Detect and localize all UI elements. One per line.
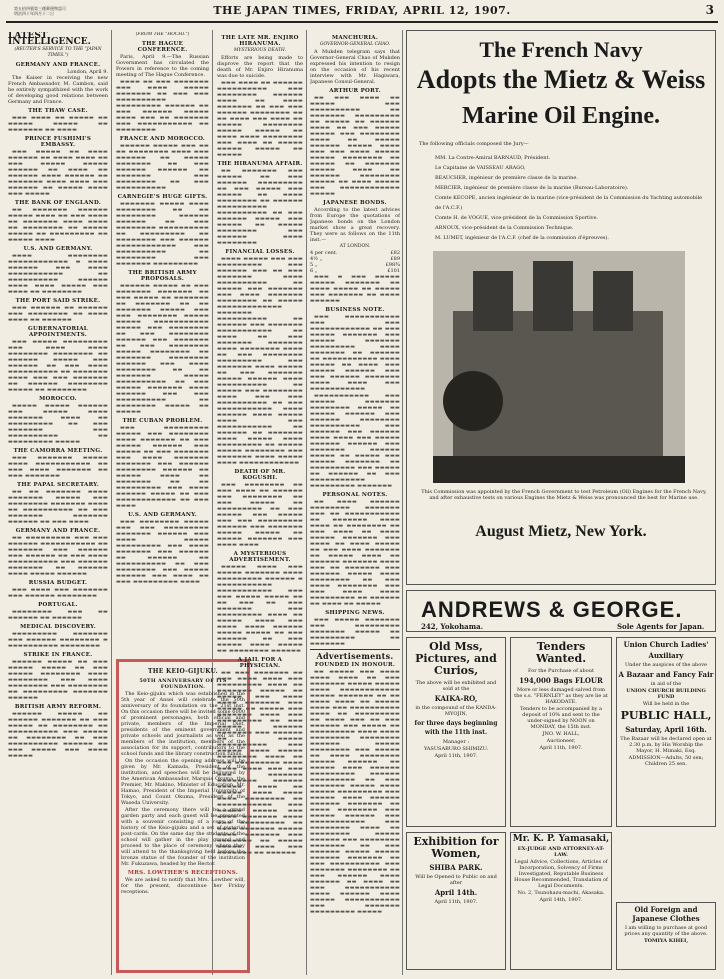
ad-signer: JNO. W. HALL, xyxy=(542,731,580,737)
ad-title: Old Foreign and Japanese Clothes xyxy=(632,905,700,923)
text-block: ▬▬▬ ▬▬▬▬ ▬▬ ▬▬▬▬▬▬ ▬▬▬▬▬▬▬▬▬▬ ▬▬▬ ▬▬▬▬▬▬▬▬ ▬▬▬▬▬▬ ▬▬▬▬ ▬▬ ▬▬▬▬ ▬▬▬▬▬▬▬ ▬▬ ▬▬▬ ▬▬▬ ▬▬▬▬▬▬ ▬▬▬▬▬▬▬▬ ▬▬ ▬▬ ▬▬▬▬ ▬▬▬ ▬▬▬▬ ▬▬ ▬▬▬▬▬ ▬▬▬▬▬▬▬▬ ▬▬▬▬▬ ▬▬▬▬▬ ▬▬ ▬▬▬▬ ▬▬▬▬ ▬▬▬▬▬▬▬▬ ▬▬▬ ▬▬▬▬ ▬▬ ▬▬▬▬▬ ▬▬▬▬▬ ▬▬▬▬▬ ▬▬ ▬▬▬▬▬ xyxy=(217,80,303,158)
ad-text: ADMISSION—Adults, 50 sen; Children 25 sen. xyxy=(628,755,704,767)
ad-address: No. 2, Tsunohazu-machi, Akasaka. xyxy=(517,890,605,896)
ad-text: in aid of the xyxy=(650,681,682,687)
article-heading: STRIKE IN FRANCE. xyxy=(23,652,93,658)
text-block: ▬▬▬ ▬▬▬▬▬▬▬▬ ▬▬▬▬▬ ▬▬▬ ▬▬▬ ▬▬▬▬▬▬▬▬▬ ▬▬▬▬▬▬▬ ▬▬▬▬▬▬ ▬▬▬ ▬▬▬▬ ▬▬▬▬▬ ▬▬▬▬▬▬▬▬▬ ▬▬▬ ▬▬▬▬ ▬▬▬▬▬▬▬ ▬▬▬ ▬▬▬▬▬▬ ▬▬ ▬▬▬▬▬▬ ▬▬ ▬▬▬▬▬▬▬▬▬▬ ▬▬ ▬▬▬ ▬▬▬▬▬▬▬▬ ▬▬▬ ▬▬▬▬▬ ▬▬▬▬▬▬ ▬▬▬ ▬▬▬▬ ▬▬ ▬▬▬ ▬▬▬▬▬▬▬▬▬ ▬▬▬▬ xyxy=(116,519,209,585)
article-heading: THE LATE MR. ENJIRO HIRANUMA. xyxy=(221,35,299,47)
text-block: ▬▬▬ ▬▬▬▬▬▬▬▬ ▬▬ ▬▬▬ ▬▬▬▬ ▬▬ ▬▬▬▬▬▬ ▬▬▬ ▬▬▬▬▬▬▬▬ ▬▬ ▬▬▬ ▬▬▬▬▬ ▬▬ ▬▬▬▬▬▬▬▬▬ ▬▬ ▬▬▬ ▬▬▬▬▬ ▬▬▬ ▬▬▬▬▬ ▬▬▬ ▬▬▬ ▬▬▬▬▬▬▬▬▬ ▬▬▬▬▬▬ ▬▬▬ ▬▬▬▬▬▬▬ ▬▬▬▬▬ ▬▬▬▬▬ ▬▬ ▬▬▬▬▬ ▬▬▬▬▬▬▬ ▬▬▬ ▬▬▬▬ ▬▬▬▬ xyxy=(217,482,303,548)
ad-text: I am willing to purchase at good prices any quantity of the above. xyxy=(624,925,708,937)
text-block: ▬▬ ▬▬▬▬▬▬▬ ▬▬▬▬▬▬ ▬▬▬▬▬ ▬▬▬▬ ▬▬ ▬▬▬ ▬▬▬▬ ▬▬ ▬▬▬▬▬▬▬ ▬▬▬▬ ▬▬▬▬ ▬▬ ▬▬▬▬▬▬▬▬ ▬▬ ▬▬▬▬▬ ▬▬▬▬▬ ▬▬ ▬▬▬▬▬▬▬▬▬ ▬▬ ▬▬▬▬▬ ▬▬▬▬ xyxy=(8,207,108,243)
text-block: ▬▬▬▬▬▬ ▬▬▬▬▬ ▬▬ ▬▬▬▬▬▬ ▬▬▬▬▬▬▬ ▬▬ ▬▬▬ ▬▬▬▬▬ ▬▬ ▬▬▬▬▬▬▬▬ ▬▬ ▬▬▬▬▬▬▬▬▬▬ ▬▬▬ ▬▬▬▬▬ ▬▬ ▬▬▬▬▬▬▬▬ ▬▬ ▬▬▬ ▬▬▬▬▬▬▬▬▬▬ ▬▬▬▬▬▬ ▬▬ ▬▬▬ ▬▬▬▬▬ ▬▬▬ ▬▬▬▬ ▬▬▬▬▬ xyxy=(8,711,108,759)
jury-member: MERCIER, ingénieur de première classe de la marine (Bureau-Laboratoire). xyxy=(435,185,629,191)
bond-label: 5 „ xyxy=(310,262,318,268)
credit-line: (FROM THE "HOCHI.") xyxy=(135,32,190,37)
text-block: ▬▬▬▬ ▬▬▬▬▬▬▬▬ ▬▬▬▬▬▬▬▬▬▬▬▬ ▬ ▬▬▬▬ ▬▬▬▬▬▬ ▬▬▬ ▬▬▬▬ ▬▬▬▬▬▬▬▬▬▬▬ ▬▬ ▬▬▬▬▬▬▬▬▬▬ ▬▬▬▬▬▬ ▬▬▬▬ ▬▬▬▬ ▬▬▬▬▬ ▬▬▬ ▬▬▬▬ ▬▬ ▬▬▬▬▬▬▬▬ xyxy=(8,253,108,295)
engine-flywheel xyxy=(443,371,503,431)
bond-value: £101 xyxy=(387,268,400,274)
column-foreign-news xyxy=(116,32,209,657)
ad-text: Tenders to be accompanied by a deposit of 10% and sent to the under-signed by NOON on MONDAY, the 15th inst. xyxy=(520,706,602,730)
ad-title-line-2: Adopts the Mietz & Weiss xyxy=(416,65,706,94)
article-heading: BUSINESS NOTE. xyxy=(325,307,385,313)
article-subheading: 50TH ANNIVERSARY OF ITS FOUNDATION. xyxy=(139,678,227,690)
text-block: ▬▬ ▬▬▬▬▬ ▬▬▬ ▬▬▬▬ ▬▬▬▬ ▬▬▬▬ ▬▬ ▬▬▬ ▬▬▬▬▬▬▬ ▬▬▬▬▬ ▬▬▬▬▬ ▬▬▬▬ ▬▬▬▬▬▬▬▬▬▬▬▬ ▬▬▬▬▬ ▬▬▬▬▬▬▬ ▬▬ ▬▬ ▬▬▬▬ ▬▬▬▬ ▬▬ ▬▬▬▬▬ ▬▬▬▬ ▬▬▬ ▬▬▬▬▬▬▬▬▬▬ ▬▬▬▬ ▬▬ ▬▬▬▬▬▬▬▬▬ ▬▬ ▬▬▬▬ ▬▬▬ ▬▬ ▬▬▬ ▬▬▬▬▬▬ ▬▬▬ ▬▬▬▬▬ ▬▬ ▬▬▬▬▬▬▬▬▬ ▬▬▬▬ ▬▬▬▬ ▬▬▬▬▬▬▬▬ ▬▬▬▬▬▬▬▬ ▬▬▬▬▬▬ ▬▬▬▬▬ ▬▬▬▬▬▬▬▬ ▬▬▬ ▬▬▬▬▬ ▬▬ ▬▬▬▬ ▬▬▬▬▬▬▬▬ ▬▬▬▬▬ ▬▬▬▬▬▬ ▬▬ ▬▬▬▬▬ ▬▬▬▬ ▬▬▬▬▬▬ ▬▬▬▬▬▬▬▬▬ ▬▬▬▬▬▬ ▬▬▬▬▬▬▬▬▬ ▬▬ ▬▬▬ ▬▬▬▬▬▬▬ ▬▬▬▬▬ ▬▬▬▬ ▬▬▬▬▬ ▬▬▬▬▬▬▬▬▬ ▬▬▬ ▬▬▬▬▬ ▬▬▬▬ ▬▬▬▬▬▬ ▬▬▬▬▬▬ ▬▬▬▬▬▬▬ ▬▬ ▬▬▬▬ ▬▬▬▬▬▬▬▬ ▬▬▬ ▬▬▬▬▬ ▬▬▬▬▬▬ ▬▬▬ ▬▬▬▬▬▬▬▬▬▬▬ ▬▬▬ ▬▬▬▬▬▬▬▬ ▬▬▬▬ ▬▬ ▬▬▬▬▬▬▬▬ ▬▬▬▬▬ ▬▬▬▬▬▬ ▬▬▬ ▬▬▬▬▬▬▬▬ ▬▬▬▬▬▬▬ ▬▬ ▬▬▬ ▬▬▬▬▬▬ ▬▬▬▬▬ ▬▬▬▬▬ ▬▬▬▬▬▬ ▬▬▬▬▬▬▬ ▬▬ ▬▬▬ ▬▬▬▬▬▬▬▬▬▬ ▬▬▬ ▬▬▬▬▬▬▬ ▬▬▬▬▬▬▬▬ ▬▬ ▬▬▬ ▬▬▬▬▬▬ ▬▬▬▬ ▬▬▬▬▬▬ ▬▬ ▬▬▬▬ ▬▬ ▬▬▬ ▬▬▬▬▬▬▬▬▬▬▬ ▬▬▬▬ ▬▬▬▬▬▬ ▬▬▬▬ ▬▬▬▬▬ ▬▬▬▬▬▬▬▬▬▬▬ ▬▬▬ ▬▬▬▬▬▬▬ ▬▬▬▬▬▬▬▬▬ ▬▬▬▬▬ xyxy=(310,669,400,915)
text-block: ▬▬▬▬▬▬▬ ▬▬▬▬▬ ▬▬▬▬ ▬▬▬▬▬▬▬▬ ▬▬ ▬▬ ▬▬▬▬▬▬▬▬ ▬▬▬▬▬▬ ▬▬▬▬▬▬ ▬▬ ▬▬▬ ▬▬▬▬▬▬▬▬ ▬▬▬▬▬▬▬▬▬▬ ▬▬ ▬▬▬▬▬▬▬▬▬ ▬▬ ▬▬▬▬▬▬▬▬ ▬▬▬ ▬▬▬▬▬▬ ▬▬▬▬▬▬▬▬▬▬▬▬ ▬▬▬ ▬▬▬▬▬▬▬▬▬▬ ▬▬ ▬▬▬▬▬▬▬▬ ▬▬▬ ▬▬▬▬▬▬▬ ▬▬▬▬▬▬▬▬▬ xyxy=(116,201,209,267)
ad-text: Under the auspices of the above xyxy=(624,662,708,668)
article-text: Efforts are being made to disprove the report that the death of Mr. Enjiro Hiranuma was due to suicide. xyxy=(217,55,303,79)
article-heading: THE BRITISH ARMY PROPOSALS. xyxy=(128,270,197,282)
ad-title: Tenders Wanted. xyxy=(535,640,587,665)
ad-text: The Bazaar will be declared open at 2.30 p.m. by His Worship the Mayor, H. Mimaki, Esq. xyxy=(620,736,712,754)
text-block: ▬▬▬▬ ▬▬ ▬▬▬ ▬▬▬▬▬▬▬ ▬▬▬ ▬▬▬▬ ▬▬▬▬▬ ▬▬▬▬▬▬▬ ▬▬ ▬▬▬ ▬▬▬ ▬▬▬▬▬▬▬▬▬▬ ▬▬▬▬▬▬▬▬▬ ▬▬▬▬▬▬ ▬▬ ▬▬▬ ▬▬▬▬▬▬ ▬▬▬▬▬ ▬▬▬▬ ▬▬▬ ▬▬ ▬▬▬▬▬▬▬ ▬▬▬ ▬▬▬▬▬▬▬▬▬▬▬ ▬▬ ▬▬▬▬▬▬▬▬ xyxy=(116,79,209,133)
bond-table xyxy=(310,250,400,274)
engine-illustration xyxy=(433,251,685,483)
text-block: ▬▬ ▬▬ ▬▬▬▬▬▬▬ ▬▬▬▬ ▬▬▬▬▬▬▬ ▬▬▬▬▬ ▬▬▬ ▬▬▬▬▬▬▬▬ ▬▬▬▬▬▬▬ ▬▬▬▬ ▬▬ ▬▬▬▬▬▬▬▬▬▬ ▬▬ ▬▬▬ ▬▬▬▬▬▬▬ ▬▬▬▬▬▬▬ ▬▬▬▬▬▬ ▬▬ ▬▬▬ ▬▬▬▬ xyxy=(8,489,108,525)
ad-intro: The following officials composed the Jury— xyxy=(419,141,529,147)
article-heading: JAPANESE BONDS. xyxy=(323,200,387,206)
text-block: ▬▬▬▬ ▬▬▬▬▬ ▬▬▬ ▬▬▬ ▬▬▬▬▬▬▬▬▬ ▬▬▬ ▬▬▬▬▬▬ ▬▬▬ ▬▬ ▬▬▬ ▬▬▬▬▬▬▬ ▬▬▬▬ ▬▬▬▬▬▬▬▬▬▬ ▬▬ ▬▬▬▬▬ ▬▬▬ ▬▬▬▬▬▬▬ ▬▬▬ ▬▬▬▬ ▬▬▬▬▬▬▬ ▬▬▬▬▬▬▬▬ ▬▬ ▬▬▬▬▬ ▬▬▬▬▬▬▬▬▬▬▬▬▬ ▬▬▬▬▬▬▬ ▬▬▬▬▬▬▬▬▬▬ ▬▬ ▬▬▬▬▬▬ ▬▬▬ ▬▬▬▬▬▬▬ ▬▬▬▬▬▬▬▬▬▬▬ ▬▬ ▬▬▬▬ ▬▬ ▬▬▬ ▬▬▬▬▬▬▬ ▬▬▬▬▬▬▬ ▬▬▬▬ ▬▬▬▬▬▬▬▬ ▬▬▬▬ ▬▬ ▬▬▬ ▬▬▬▬▬▬▬▬ ▬▬▬▬▬▬▬▬▬ ▬▬▬ ▬▬▬▬▬▬▬ ▬▬▬▬ ▬▬▬▬▬ ▬▬ ▬▬▬ ▬▬▬▬▬▬▬ ▬▬▬▬▬ ▬▬▬▬▬▬ ▬▬▬▬ ▬▬▬▬▬▬▬▬▬▬ ▬▬ ▬▬▬▬▬ ▬▬▬ ▬▬▬▬▬▬▬▬ ▬▬▬▬ ▬▬▬ ▬▬▬ ▬▬▬▬▬▬▬▬▬▬ ▬▬ ▬▬▬ ▬▬▬▬▬▬▬▬▬▬▬ ▬▬▬▬ ▬▬▬▬▬▬ ▬▬▬▬ ▬▬▬▬▬ ▬▬▬▬ ▬▬▬ ▬▬▬▬▬▬▬▬▬▬▬ ▬▬ ▬▬▬▬▬▬ ▬▬ ▬▬▬▬▬▬▬ ▬▬▬▬ ▬▬▬▬▬ ▬▬▬▬ ▬▬▬▬▬▬▬▬▬ ▬▬ ▬▬▬▬▬ ▬▬▬▬▬ ▬▬▬▬▬▬▬▬ ▬▬▬ ▬▬▬▬▬▬▬ ▬▬▬▬ ▬▬▬▬▬ ▬▬▬▬ ▬▬▬▬▬▬▬▬▬▬▬▬ xyxy=(217,256,303,466)
engine-cylinder xyxy=(533,261,573,331)
ad-subtitle: EX-JUDGE AND ATTORNEY-AT-LAW. xyxy=(517,846,605,858)
article-heading: PORTUGAL. xyxy=(38,602,78,608)
ad-place: SHIBA PARK. xyxy=(429,863,483,872)
mietz-weiss-advertisement xyxy=(406,30,716,585)
text-block: ▬▬▬▬▬ ▬▬▬▬ ▬▬▬ ▬▬▬▬▬ ▬▬▬▬▬▬▬ ▬▬▬▬ ▬▬▬▬▬▬▬▬▬ ▬▬▬▬▬▬ ▬ ▬▬▬▬▬▬▬▬▬▬▬ ▬▬▬▬▬▬▬▬▬▬▬ ▬▬▬ ▬▬▬ ▬▬▬▬▬ ▬▬▬▬▬ ▬▬ ▬▬ ▬▬▬ ▬▬ ▬▬▬ ▬▬▬▬▬▬▬ ▬▬▬ ▬▬▬▬▬▬▬▬▬ ▬▬▬▬ ▬▬ ▬▬▬▬▬ ▬▬▬▬ ▬▬▬ ▬▬▬▬ ▬▬▬▬ ▬▬▬▬▬▬ ▬▬▬▬▬ ▬▬▬▬▬ ▬▬ ▬▬▬ ▬▬▬▬▬▬ ▬▬ ▬▬▬ ▬▬▬▬▬ ▬▬▬▬ ▬▬▬▬▬ ▬▬ ▬▬▬▬▬▬▬▬ ▬▬▬▬▬▬ xyxy=(217,564,303,654)
bond-value: £82 xyxy=(390,250,400,256)
article-heading: GERMANY AND FRANCE. xyxy=(15,528,101,534)
article-heading: A MYSTERIOUS ADVERTISEMENT. xyxy=(229,551,291,563)
ad-title: Exhibition for Women, xyxy=(413,835,499,860)
article-subheading: GOVERNOR-GENERAL CHAO. xyxy=(319,42,391,47)
article-heading: BRITISH ARMY REFORM. xyxy=(14,704,102,710)
article-heading: THE PAPAL SECRETARY. xyxy=(16,482,100,488)
article-heading: MOROCCO. xyxy=(39,396,77,402)
text-block: ▬▬▬▬▬ ▬▬▬▬▬ ▬▬▬▬▬▬ ▬▬▬ ▬▬▬▬▬ ▬▬▬▬ ▬▬▬▬▬▬▬ ▬▬▬▬ ▬▬ ▬▬▬▬▬▬▬▬▬ ▬▬ ▬▬▬ ▬▬▬▬▬▬▬ ▬▬▬ ▬▬▬▬▬▬▬▬▬▬ ▬▬ ▬▬▬▬▬▬▬▬▬ ▬▬▬▬▬ xyxy=(8,403,108,445)
tenders-advertisement xyxy=(510,637,612,827)
article-heading: U.S. AND GERMANY. xyxy=(23,246,93,252)
column-manchuria-business xyxy=(310,32,400,977)
jury-member: BEAUCHER, ingénieur de première classe de la marine. xyxy=(435,175,578,181)
article-text: On the occasion the opening address will be given by Mr. Kamada, President of the institution, and speeches will be delivered by the American Ambassador, Marquis Okuma, the Premier, Mr. Makino, Minister of Education, Mr. Hamao, President of the Imperial University of Tokyo, and Count Okuma, President of the Waseda University. xyxy=(121,758,245,806)
article-heading: FRANCE AND MOROCCO. xyxy=(119,136,206,142)
article-text: After the ceremony there will be a grand garden party and each guest will be presented with a souvenir consisting of a copy of the history of the Keio-gijuku and a set of pictorial post-cards. On the same day the students of the school will gather in the play ground and proceed to the place of ceremony where they will attend to the thanksgiving held before the bronze statue of the founder of the institution Mr. Fukuzawa, headed by the Rector. xyxy=(121,807,245,867)
ad-amount: 194,000 Bags FLOUR xyxy=(519,676,603,685)
article-text: A Mukden telegram says that Governor-General Chao of Mukden expressed his intention to resign on the occasion of his recent interview with Mr. Hagiwara, Japanese Consul-General. xyxy=(310,49,400,85)
text-block: ▬▬▬▬▬▬▬▬▬ ▬▬▬▬▬▬▬ ▬▬▬ ▬▬▬▬▬▬ ▬▬▬▬▬▬▬▬ ▬ ▬▬▬▬▬▬▬▬▬▬ ▬▬▬▬▬▬▬▬ xyxy=(8,631,108,649)
ad-text: For the Purchase of about xyxy=(528,668,594,674)
article-text: Paris, April 9.—The Russian Government has circulated the Powers in reference to the coming meeting of The Hague Conference. xyxy=(116,54,209,78)
clothes-advertisement xyxy=(616,902,716,970)
ad-title-line-3: Marine Oil Engine. xyxy=(462,103,660,129)
ad-text: Will be Opened to Public on and after xyxy=(415,874,497,886)
article-heading: THE KEIO-GIJUKU. xyxy=(148,668,218,675)
dateline: London, April 9. xyxy=(67,69,108,75)
column-divider xyxy=(111,30,112,975)
article-text: The Keio-gijuku which was established in the 5th year of Ansei will celebrate the 50th anniversary of its foundation on the 21st inst. On this occasion there will be invited some 6000 of prominent personages, both official and private, members of the Imperial Diet, presidents of the eminent government and private schools and journalists as well as the members of the institution, members of the association for its support, contributors to the school funds and the library construction funds. xyxy=(121,691,245,757)
ad-manager-label: Manager : xyxy=(442,739,470,745)
article-heading: THE THAW CASE. xyxy=(28,108,88,114)
article-text: We are asked to notify that Mrs. Lowther will, for the present, discontinue her Friday receptions. xyxy=(121,877,245,895)
advertisements-heading: Advertisements. xyxy=(316,651,394,661)
agent-address: 242, Yokohama. xyxy=(421,622,484,631)
exhibition-advertisement xyxy=(406,832,506,970)
ad-title: Union Church Ladies' xyxy=(623,640,709,649)
article-heading: GUBERNATORIAL APPOINTMENTS. xyxy=(28,326,88,338)
text-block: ▬▬▬ ▬▬▬▬▬▬ ▬▬ ▬▬▬▬▬▬ ▬▬▬ ▬▬▬▬▬▬▬▬ ▬▬ ▬▬▬▬ ▬▬▬▬ ▬▬ ▬▬▬▬▬▬ xyxy=(8,305,108,323)
text-block: ▬▬ ▬▬▬▬▬▬▬▬▬ ▬▬▬ ▬▬▬ ▬▬▬▬▬▬ ▬▬▬▬▬▬▬▬▬▬▬ ▬▬ ▬▬▬▬▬▬▬ ▬▬▬ ▬▬▬▬▬▬ ▬▬▬ ▬▬▬▬▬▬ ▬▬ ▬▬▬ ▬▬▬▬ ▬▬▬▬▬▬▬▬▬▬ ▬▬▬ ▬▬▬▬▬▬ ▬▬▬▬▬▬▬ ▬▬ ▬▬▬▬▬▬ ▬▬▬▬ ▬▬▬▬▬ ▬▬▬▬▬▬ xyxy=(8,535,108,577)
ad-event: A Bazaar and Fancy Fair xyxy=(618,670,714,679)
article-text: According to the latest advices from Europe the quotations of Japanese bonds on the London market show a great recovery. They were as follows on the 11th inst.— xyxy=(310,207,400,243)
ad-text: More or less damaged salved from the s.s. "FERNLEY" as they are lie at HAKODATE. xyxy=(514,687,608,705)
text-block: ▬▬▬ ▬▬▬▬▬▬▬ ▬▬▬▬▬ ▬▬▬▬ ▬▬▬▬▬▬▬▬▬▬▬ ▬▬ ▬▬▬ ▬▬▬▬ ▬▬▬▬▬▬▬ ▬▬ ▬▬▬ ▬▬▬▬▬▬▬ xyxy=(8,455,108,479)
column-divider xyxy=(306,30,307,975)
engine-cylinder xyxy=(593,271,633,331)
article-heading: RUSSIA BUDGET. xyxy=(28,580,88,586)
engine-cylinder xyxy=(473,271,513,331)
engine-base xyxy=(433,456,685,483)
yamasaki-advertisement xyxy=(510,832,612,970)
jury-member: M. LUMET, ingénieur de l'A.C.F. (chef de la commission d'épreuves). xyxy=(435,235,610,241)
ad-date: April 14th, 1907. xyxy=(539,897,583,903)
text-block: ▬▬ ▬▬▬▬ ▬▬▬▬▬▬ ▬▬▬▬▬▬▬▬ ▬▬▬▬▬▬▬ ▬▬▬ ▬▬ ▬▬▬▬▬▬▬▬▬▬▬ ▬▬ ▬▬▬▬▬▬▬ ▬▬▬▬ ▬▬▬▬ ▬▬ ▬▬▬▬▬▬▬▬ ▬▬ ▬▬▬ ▬▬▬▬ ▬▬ ▬▬▬▬ ▬▬▬▬▬ ▬▬▬▬▬▬▬ ▬▬▬ ▬▬▬▬ ▬▬ ▬▬▬▬ ▬▬▬▬▬ ▬▬ ▬▬▬ ▬▬▬▬ ▬▬▬▬▬▬▬ ▬▬ ▬▬▬▬▬ ▬▬▬▬ ▬▬ ▬▬▬▬▬▬ ▬▬▬▬▬▬▬ ▬▬▬▬ ▬▬▬ ▬▬ ▬▬▬▬▬▬▬ ▬▬▬ ▬▬▬▬▬▬ ▬▬▬▬▬ ▬▬▬▬ ▬▬▬▬▬▬▬▬ ▬▬ ▬▬▬ ▬▬▬▬ ▬▬▬▬▬▬▬▬ ▬▬▬ ▬▬▬ ▬▬▬▬ ▬▬▬▬ ▬▬▬▬▬▬▬▬▬ ▬▬ ▬▬▬▬▬▬ ▬▬ ▬▬▬▬ ▬▬ ▬▬▬▬▬ xyxy=(310,499,400,607)
text-block: ▬▬▬ ▬▬▬▬▬▬▬▬▬▬▬ ▬▬▬ ▬▬▬ ▬▬▬▬▬▬▬▬▬▬▬▬ ▬▬ ▬▬▬ ▬▬▬▬▬ ▬▬▬▬▬▬▬ ▬▬▬ ▬▬▬▬▬ ▬▬▬▬▬▬▬ ▬▬▬▬▬▬▬▬▬ ▬▬▬▬ ▬▬▬▬▬▬▬ ▬▬ ▬▬▬▬▬▬ ▬▬ ▬▬▬▬▬▬▬▬▬▬▬ ▬▬▬▬ ▬▬▬▬▬ ▬▬ ▬▬▬▬ ▬▬▬ ▬▬▬▬▬ ▬▬▬▬▬▬ ▬▬▬ ▬▬▬ ▬▬▬▬▬▬ ▬▬▬▬▬▬▬ ▬▬▬▬ ▬▬▬▬ ▬▬▬ ▬▬▬▬▬▬▬▬▬▬▬ xyxy=(310,314,400,392)
bond-table-header: AT LONDON. xyxy=(339,244,371,249)
article-subheading: MYSTERIOUS DEATH. xyxy=(233,48,287,53)
bond-label: 4½ „ xyxy=(310,256,323,262)
notice-line-1: 第五拾四號第三種郵便物認可 xyxy=(14,6,66,11)
article-heading: FOUNDED IN HONOUR. xyxy=(314,662,396,668)
ad-text: in the compound of the KANDA-MYOJIN, xyxy=(415,705,497,717)
bazaar-advertisement xyxy=(616,637,716,827)
ad-text: The above will be exhibited and sold at the xyxy=(415,680,497,692)
text-block: ▬▬▬ ▬▬▬▬▬▬▬▬▬ ▬▬▬▬▬ ▬▬▬ ▬▬▬▬▬▬▬▬ ▬▬▬▬ ▬▬▬▬▬▬▬ ▬▬ ▬▬▬ ▬▬▬▬▬ ▬▬▬▬▬▬ ▬▬▬ ▬▬▬▬▬ ▬▬ ▬▬▬ ▬▬▬▬▬▬▬ ▬▬▬ ▬▬▬▬ ▬▬▬▬▬▬▬ ▬▬▬▬▬▬▬ ▬▬▬ ▬▬▬▬▬▬ ▬▬▬▬▬▬▬▬ ▬▬▬▬▬▬ ▬▬ ▬▬▬▬▬ ▬▬▬▬ ▬▬ ▬▬▬▬▬▬▬ ▬▬ ▬▬ ▬▬▬▬▬▬▬▬▬ ▬▬▬ ▬▬▬▬ ▬▬▬▬▬▬ ▬▬▬▬▬ ▬▬ ▬▬▬ ▬▬▬▬▬▬▬▬▬▬▬▬ ▬▬ ▬▬▬ ▬▬▬▬ xyxy=(116,425,209,509)
article-heading: DEATH OF MR. KOGUSHI. xyxy=(234,469,286,481)
ad-date: April 11th, 1907. xyxy=(434,899,478,905)
masthead-rule xyxy=(6,21,718,23)
article-heading: THE BANK OF ENGLAND. xyxy=(14,200,102,206)
agent-name: ANDREWS & GEORGE. xyxy=(421,597,683,622)
text-block: ▬▬▬ ▬▬▬▬▬ ▬▬▬▬▬▬▬ ▬▬▬ ▬▬▬▬▬▬▬▬▬ ▬▬▬▬▬▬▬ ▬▬▬▬▬ ▬▬ ▬▬▬▬▬▬▬▬▬ ▬▬ ▬▬▬▬▬▬▬ xyxy=(310,617,400,647)
ad-hall: PUBLIC HALL, xyxy=(620,709,712,722)
article-heading: THE CUBAN PROBLEM. xyxy=(122,418,203,424)
text-block: ▬▬▬ ▬▬▬▬ ▬▬ ▬▬▬▬▬ ▬▬ ▬▬▬▬▬ ▬▬▬▬▬ ▬▬ ▬▬▬▬▬▬▬ ▬▬ ▬▬▬▬ xyxy=(8,115,108,133)
ad-day: Saturday, April 16th. xyxy=(625,725,707,734)
ad-open-date: April 14th. xyxy=(434,888,478,897)
agents-advertisement xyxy=(406,590,716,632)
ad-title-line-1: The French Navy xyxy=(479,37,643,62)
agent-sole-note: Sole Agents for Japan. xyxy=(617,622,705,631)
ad-signer-role: Auctioneer, xyxy=(546,738,576,744)
jury-member: ARNOUX, vice-président de la Commission Technique. xyxy=(435,225,574,231)
ad-duration: for three days beginning with the 11th inst. xyxy=(414,720,498,736)
divider xyxy=(310,649,400,650)
article-heading: PRINCE FUSHIMI'S EMBASSY. xyxy=(24,136,92,148)
article-heading: THE CAMORRA MEETING. xyxy=(13,448,103,454)
text-block: ▬▬▬ ▬ ▬▬▬ ▬▬▬▬▬ ▬▬▬▬▬ ▬▬▬▬▬▬▬ ▬▬ ▬▬▬▬ ▬▬▬▬▬ ▬▬ ▬▬▬▬▬ ▬▬▬ ▬▬▬▬▬▬▬ ▬▬ ▬▬▬▬ ▬▬▬▬▬▬ xyxy=(310,274,400,304)
jury-member: Comte H. de VOGUE, vice-président de la Commission Sportive. xyxy=(435,215,599,221)
jury-member: Le Capitaine de VAISSEAU ARAGO, xyxy=(435,165,526,171)
ad-title: Auxiliary xyxy=(648,651,684,660)
text-block: ▬▬▬▬▬▬ ▬▬▬▬▬ ▬▬ ▬▬▬ ▬▬▬▬▬▬▬ ▬▬▬▬▬▬▬ ▬▬ ▬▬▬ ▬▬▬▬▬ ▬▬ ▬▬▬▬▬▬▬ ▬▬ ▬▬▬▬▬▬▬ ▬▬ ▬▬ ▬▬▬▬▬▬▬ ▬▬▬▬▬ ▬▬▬ ▬▬▬ ▬▬▬▬▬▬▬▬ ▬▬▬▬▬ ▬▬▬▬▬ ▬▬▬▬▬▬▬▬▬▬▬ ▬▬▬▬▬ ▬▬▬ ▬▬▬▬▬▬▬▬ ▬▬ ▬▬▬ ▬▬▬▬▬▬▬▬ ▬▬▬▬▬▬ ▬▬▬ ▬▬▬▬▬▬▬ ▬▬ ▬▬▬ ▬▬▬▬▬▬▬▬ ▬▬▬▬▬ ▬▬▬▬▬▬▬▬ ▬▬ ▬▬▬▬▬▬▬ ▬▬▬▬▬▬▬▬ ▬▬▬▬▬▬ ▬▬▬ ▬▬▬▬ ▬▬▬▬▬▬▬▬ ▬▬ ▬▬ ▬▬▬▬▬▬▬ ▬▬▬▬▬ ▬▬▬▬▬▬▬▬▬▬ ▬▬ ▬▬▬ ▬▬▬▬▬ ▬▬▬▬▬▬▬ ▬▬▬▬ ▬▬▬▬▬▬ ▬▬▬ ▬▬▬ ▬▬▬▬▬▬▬▬▬▬ ▬▬ ▬▬▬▬▬▬▬▬ ▬▬▬▬▬ ▬▬ ▬▬▬▬▬ xyxy=(116,283,209,415)
ad-date: April 11th, 1907. xyxy=(539,745,583,751)
jury-member: Comte KECOPE, ancien ingénieur de la marine (vice-président de la Commission du Yachting automobile de l'A.C.F.) xyxy=(435,195,703,211)
bond-value: £89 xyxy=(390,256,400,262)
text-block: ▬▬▬▬▬▬▬▬ ▬▬▬ ▬▬ ▬▬▬▬▬▬ ▬▬ ▬▬▬▬▬▬ xyxy=(8,609,108,621)
section-title: LATEST INTELLIGENCE. xyxy=(8,32,91,47)
column-domestic-news xyxy=(217,32,303,977)
article-heading: GERMANY AND FRANCE. xyxy=(15,62,101,68)
ad-signature: August Mietz, New York. xyxy=(475,523,647,540)
ad-text: Legal Advice, Collections, Articles of Incorporation, Solvency of Firms Investigated, Reputable Business House Recommended, Translation of Legal Documents. xyxy=(514,859,608,889)
article-heading: A JAIL FOR A PHYSICIAN. xyxy=(237,657,283,669)
article-heading: MRS. LOWTHER'S RECEPTIONS. xyxy=(127,870,239,876)
article-text: The Kaiser in receiving the new French Ambassador, M. Cambon, said he entirely sympathized with the work of developing good relations between Germany and France. xyxy=(8,75,108,105)
article-heading: MEDICAL DISCOVERY. xyxy=(20,624,96,630)
ad-title: Old Mss, Pictures, and Curios, xyxy=(415,640,497,677)
ad-text: Will be held in the xyxy=(642,701,690,707)
bond-label: 4 per cent. xyxy=(310,250,338,256)
jury-list xyxy=(435,153,705,243)
curios-advertisement xyxy=(406,637,506,827)
text-block: ▬▬▬ ▬▬▬▬ ▬▬▬ ▬▬▬▬▬▬▬ ▬▬▬ ▬▬▬▬▬▬ ▬▬▬▬▬▬▬▬ xyxy=(8,587,108,599)
column-divider xyxy=(402,30,403,975)
article-heading: SHIPPING NEWS. xyxy=(325,610,385,616)
text-block: ▬▬ ▬▬▬ ▬▬▬▬ ▬▬ ▬▬▬▬▬ ▬▬▬ ▬▬▬▬▬▬▬▬▬▬ ▬▬ ▬▬▬▬▬▬▬ ▬▬▬▬▬▬▬▬▬ ▬▬ ▬▬▬▬▬ ▬▬ ▬▬▬▬▬▬ ▬▬▬▬ ▬▬ ▬▬▬ ▬▬▬▬▬ ▬▬▬▬▬ ▬▬▬ ▬▬▬▬▬▬▬▬ ▬▬▬▬ ▬▬ ▬▬▬▬▬ ▬▬▬▬▬▬ ▬▬▬▬▬ ▬▬▬▬ ▬▬▬ ▬▬▬ ▬▬▬▬ ▬▬▬▬▬ ▬▬▬▬▬ ▬▬▬▬▬▬▬▬ ▬▬ ▬▬▬▬▬ ▬▬ ▬▬▬▬▬▬▬ ▬▬▬▬▬ ▬▬▬▬ ▬▬ ▬▬▬▬▬▬ ▬▬▬▬▬▬▬▬ ▬▬▬▬▬ ▬▬ ▬▬▬▬ ▬▬▬▬▬ ▬▬▬ ▬▬▬▬▬▬▬▬▬▬▬▬ ▬▬▬▬▬ xyxy=(310,95,400,197)
credit-line: (REUTER'S SERVICE TO THE "JAPAN TIMES.") xyxy=(14,47,102,58)
ad-date: April 11th, 1907. xyxy=(434,753,478,759)
text-block: ▬▬ ▬▬▬ ▬▬▬▬▬▬▬ ▬▬ ▬▬▬ ▬▬▬▬ ▬▬▬▬ ▬▬▬ ▬▬▬▬▬▬▬▬▬ ▬▬▬▬ ▬▬ ▬▬▬▬▬▬▬ ▬▬▬▬▬ ▬▬ ▬▬▬▬▬ ▬▬▬ ▬▬▬▬ ▬▬▬▬ ▬▬▬▬▬▬▬ ▬▬▬ ▬▬▬▬▬ ▬▬ ▬▬▬▬▬ ▬▬▬ ▬▬▬▬▬▬▬ ▬▬▬▬ ▬▬▬ ▬▬▬▬▬▬▬▬▬ ▬▬ ▬▬▬ ▬▬▬▬▬ ▬▬▬▬▬▬ ▬▬▬▬▬▬▬ ▬▬▬ ▬▬▬▬▬▬ ▬▬ ▬▬▬▬▬ ▬▬▬▬▬▬▬▬▬▬ ▬▬▬ ▬▬▬▬▬ ▬▬▬▬ ▬▬▬▬▬ ▬▬▬▬▬▬▬▬ ▬▬▬▬ ▬▬ ▬▬▬ ▬▬▬▬▬▬▬▬▬ ▬▬▬▬ ▬▬▬▬ ▬▬▬▬ ▬▬▬ ▬▬▬ ▬▬▬ ▬▬▬▬▬▬▬ ▬▬▬▬▬▬▬▬ ▬▬▬▬▬▬ ▬▬▬▬▬ ▬▬▬▬ ▬▬ ▬▬▬▬▬ ▬▬▬▬ ▬▬▬▬ ▬▬▬▬ ▬▬▬▬▬▬▬▬ ▬▬ ▬▬▬▬▬▬▬▬▬▬▬ ▬▬▬ ▬▬▬▬▬ ▬▬▬▬▬ ▬▬▬ ▬▬▬▬ ▬▬▬▬▬▬▬ ▬▬▬▬ ▬▬▬ ▬▬▬▬▬▬▬▬▬ ▬▬ ▬▬▬▬ ▬▬▬▬▬▬▬ ▬▬▬▬▬ ▬▬▬▬ ▬▬▬▬▬▬▬ ▬▬▬ ▬▬▬▬▬▬▬ ▬▬ ▬▬▬▬▬ ▬▬▬▬▬ ▬▬▬▬ ▬▬▬ ▬▬▬▬▬▬▬ ▬▬ ▬▬▬▬▬▬ xyxy=(217,670,303,856)
bond-label: 6 „ xyxy=(310,268,318,274)
page-number: 3 xyxy=(705,3,714,17)
article-heading: CARNEGIE'S HUGE GIFTS. xyxy=(117,194,208,200)
article-heading: THE PORT SAID STRIKE. xyxy=(15,298,101,304)
text-block: ▬▬▬▬▬▬▬▬▬▬▬ ▬▬▬ ▬▬▬▬▬ ▬▬▬▬▬▬▬ ▬▬▬▬▬▬▬▬ ▬▬▬▬▬ ▬▬ ▬▬▬▬▬ ▬▬▬▬▬▬ ▬▬▬ ▬▬▬▬▬▬ ▬▬▬▬▬▬▬▬ ▬▬▬▬▬▬▬▬▬▬ ▬▬▬ ▬▬▬▬▬▬ ▬▬▬ ▬▬▬▬▬▬ ▬▬▬▬ ▬▬▬▬ ▬▬▬ ▬▬▬▬▬ ▬▬▬▬▬▬ ▬▬▬▬▬▬ ▬▬▬ ▬▬▬▬▬▬▬ ▬▬▬▬▬▬ ▬▬▬▬▬ ▬▬ ▬▬▬▬▬ ▬▬▬ ▬▬▬▬▬ ▬▬▬▬▬▬▬ ▬▬ ▬▬▬▬▬▬▬▬▬ ▬▬▬ ▬▬▬▬▬ ▬▬ ▬▬▬▬▬▬ ▬▬ ▬▬▬ ▬▬▬▬▬▬▬▬▬▬▬ ▬▬▬▬▬▬▬▬▬ ▬▬▬▬▬▬▬ xyxy=(310,393,400,489)
ad-commission-text: This Commission was appointed by the French Government to test Petroleum (Oil) Engines for the French Navy, and after exhaustive tests on various Engines the Mietz & Weiss was pronounced the best for Marine use. xyxy=(421,489,707,501)
ad-manager-name: YASUSABURO SHIMIZU. xyxy=(423,746,489,752)
article-heading: MANCHURIA. xyxy=(331,35,379,41)
ad-place: KAIKA-RO, xyxy=(434,694,478,703)
article-heading: PERSONAL NOTES. xyxy=(322,492,388,498)
ad-name: TOMIYA KIHEI, xyxy=(643,938,689,944)
text-block: ▬▬▬ ▬▬▬▬▬ ▬▬ ▬▬▬▬ ▬▬▬▬▬▬ ▬▬ ▬▬▬▬ ▬▬▬▬ ▬▬ ▬▬▬ ▬▬▬▬▬ ▬▬▬▬▬ ▬▬▬▬▬▬ ▬▬ ▬▬▬▬ ▬▬ ▬▬▬▬▬▬ ▬▬▬▬ ▬▬▬▬▬▬ ▬▬ ▬▬▬▬▬▬▬ ▬▬▬▬ ▬▬▬▬ ▬▬▬ ▬▬▬▬▬▬ ▬▬ ▬▬▬▬▬ ▬▬▬▬ ▬▬▬ ▬▬▬▬▬ xyxy=(8,149,108,197)
text-block: ▬▬▬ ▬▬▬▬▬ ▬▬▬▬▬▬▬▬▬ ▬▬▬ ▬▬▬▬ ▬▬▬▬ ▬▬▬▬▬▬▬▬ ▬▬▬▬▬▬▬▬ ▬▬ ▬▬▬▬▬▬ ▬▬▬▬▬ ▬▬▬ ▬▬▬▬▬▬ ▬▬ ▬▬▬ ▬▬▬▬ ▬▬▬▬▬▬▬▬▬▬ ▬▬ ▬▬▬▬▬▬▬ ▬▬▬▬ ▬▬▬ ▬▬▬ ▬▬▬▬▬▬▬ ▬▬ ▬▬▬▬▬▬ ▬▬▬▬▬▬▬▬ ▬▬▬▬▬ ▬▬ ▬▬▬▬▬▬▬▬ xyxy=(8,339,108,393)
masthead: THE JAPAN TIMES, FRIDAY, APRIL 12, 1907. xyxy=(213,4,511,17)
jury-member: MM. La Contre-Amiral BARNAUD, Président. xyxy=(435,155,551,161)
ad-title: Mr. K. P. Yamasaki, xyxy=(512,834,610,844)
article-heading: THE HAGUE CONFERENCE. xyxy=(137,41,188,53)
bond-value: £98¾ xyxy=(385,262,400,268)
text-block: ▬▬▬▬▬▬ ▬▬▬▬▬ ▬▬ ▬▬▬ ▬▬▬▬▬ ▬▬▬▬▬ ▬▬ ▬▬▬ ▬▬▬▬▬ ▬▬▬▬▬▬▬▬ ▬▬▬▬ ▬▬▬▬▬▬▬▬ ▬▬▬ ▬▬▬▬ ▬▬▬▬▬▬▬▬ ▬▬▬ ▬▬▬▬▬▬▬▬ ▬▬ ▬▬▬▬▬▬▬▬▬ ▬▬▬▬▬▬▬ ▬▬▬▬▬▬ xyxy=(8,659,108,701)
article-heading: THE HIRANUMA AFFAIR. xyxy=(217,161,303,167)
article-heading: ARTHUR PORT. xyxy=(329,88,381,94)
text-block: ▬▬▬▬▬▬ ▬▬▬▬▬ ▬▬▬ ▬▬ ▬▬ ▬▬▬▬▬▬▬▬ ▬▬▬▬ ▬▬▬ ▬▬▬▬▬▬ ▬▬ ▬▬▬▬▬ ▬▬▬▬▬▬▬ ▬▬ ▬▬▬ ▬▬▬▬▬▬ ▬▬▬▬▬▬ ▬▬ ▬▬▬▬▬▬▬ ▬▬▬ ▬▬▬▬▬▬▬▬ ▬▬ ▬▬▬ ▬▬▬▬▬▬▬▬▬▬ xyxy=(116,143,209,191)
article-heading: U.S. AND GERMANY. xyxy=(128,512,197,518)
text-block: ▬▬ ▬▬▬▬▬▬▬ ▬▬▬ ▬▬▬▬▬ ▬▬ ▬▬▬ ▬▬▬▬▬▬ ▬▬▬▬▬▬▬▬▬ ▬▬ ▬▬▬ ▬▬▬▬▬ ▬▬▬ ▬▬▬▬▬ ▬▬ ▬▬▬▬ ▬▬▬▬▬▬▬▬ ▬▬ ▬▬▬▬▬▬ ▬▬▬▬▬▬▬▬▬▬ ▬▬▬▬▬▬▬▬▬▬ ▬▬ ▬▬▬ ▬▬▬▬▬▬ ▬▬▬▬▬ ▬▬▬ ▬▬▬▬▬ ▬▬ ▬▬▬▬▬ ▬▬▬▬▬▬▬▬ ▬▬▬ ▬▬▬▬▬▬ ▬▬▬▬ ▬▬▬▬▬▬▬▬ xyxy=(217,168,303,246)
ad-fund: UNION CHURCH BUILDING FUND xyxy=(626,688,706,700)
column-latest-intelligence xyxy=(8,32,108,977)
article-heading: FINANCIAL LOSSES. xyxy=(225,249,295,255)
notice-line-2: 明治四十年四月十二日 xyxy=(14,11,54,16)
